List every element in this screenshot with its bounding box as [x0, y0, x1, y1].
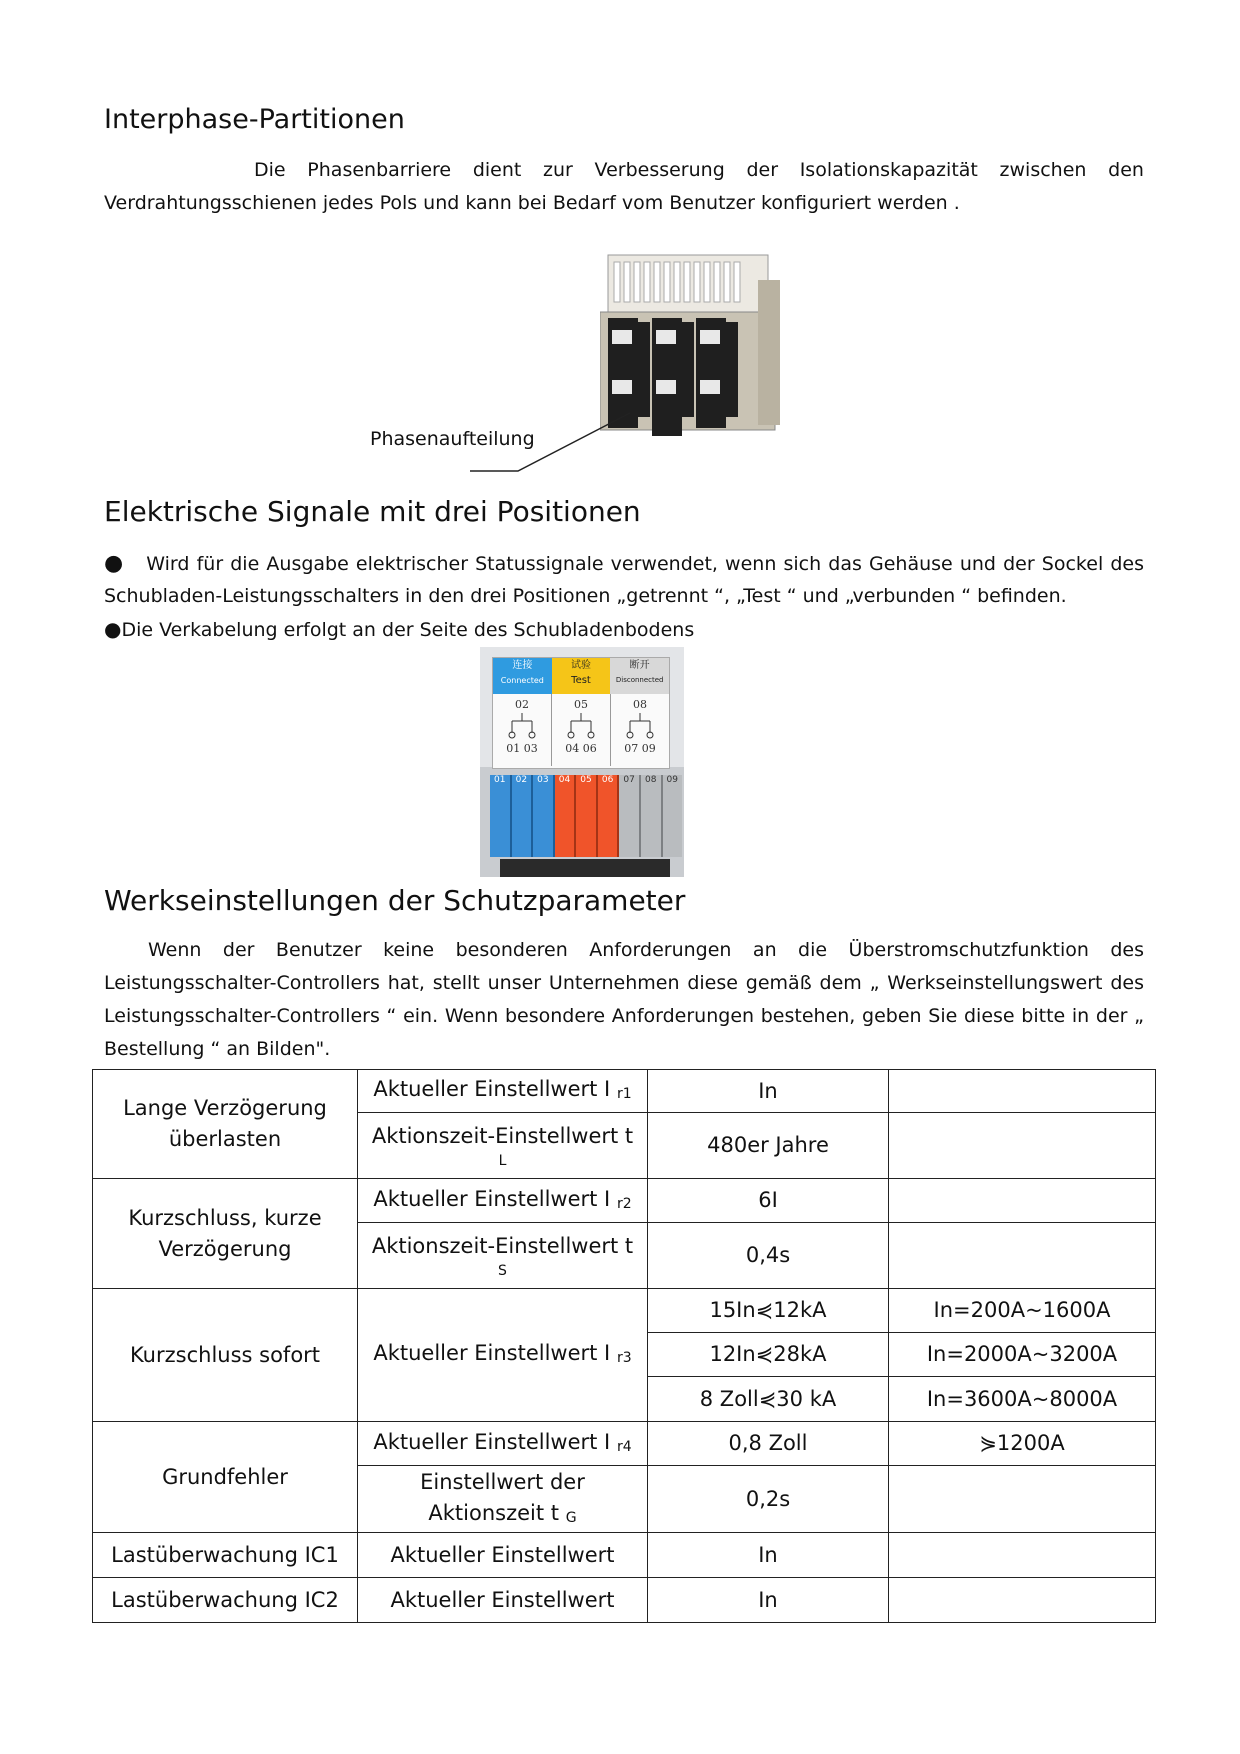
- param-cell: Aktueller Einstellwert I $_{r3}$: [358, 1289, 648, 1422]
- paragraph-line: Wenn der Benutzer keine besonderen Anforderungen an die Überstromschutzfunktion des: [148, 939, 1144, 961]
- terminal-02: 02: [512, 775, 534, 857]
- table-row: [93, 1533, 1156, 1578]
- range-cell: In=200A~1600A: [889, 1289, 1156, 1333]
- label-connected: 连接 Connected: [493, 658, 552, 694]
- value-cell: 480er Jahre: [648, 1113, 889, 1179]
- terminal-01: 01: [490, 775, 512, 857]
- terminal-block-photo: [480, 647, 684, 877]
- terminal-07: 07: [619, 775, 641, 857]
- param-cell: Aktueller Einstellwert I $_{r4}$: [358, 1422, 648, 1466]
- param-cell: Aktionszeit-Einstellwert t S: [358, 1223, 648, 1289]
- group-cell: Kurzschluss, kurze Verzögerung: [93, 1179, 358, 1289]
- paragraph-line: Verdrahtungsschienen jedes Pols und kann bei Bedarf vom Benutzer konfiguriert werden .: [104, 192, 960, 214]
- group-cell: Lastüberwachung IC2: [93, 1578, 358, 1623]
- terminal-strip: [490, 775, 682, 857]
- param-cell: Aktueller Einstellwert I $_{r2}$: [358, 1179, 648, 1223]
- label-test: 试验 Test: [552, 658, 611, 694]
- bullet-icon: ●: [104, 617, 122, 641]
- value-cell: 15In⋞12kA: [648, 1289, 889, 1333]
- bullet-icon: ●: [104, 551, 125, 576]
- protection-paragraph: [104, 934, 1144, 1066]
- contact-diagram-disconnected: 08 07 09: [624, 698, 656, 755]
- table-row: [93, 1578, 1156, 1623]
- section-title-interphase: Interphase-Partitionen: [104, 104, 405, 135]
- param-cell: Aktionszeit-Einstellwert t L: [358, 1113, 648, 1179]
- protection-parameter-table: [92, 1069, 1156, 1623]
- table-row: [93, 1179, 1156, 1223]
- figure-label-phasenaufteilung: Phasenaufteilung: [370, 428, 535, 450]
- note-cell: [889, 1070, 1156, 1113]
- section-title-protection: Werkseinstellungen der Schutzparameter: [104, 884, 686, 917]
- section-title-signals: Elektrische Signale mit drei Positionen: [104, 495, 641, 528]
- label-disconnected: 断开 Disconnected: [610, 658, 669, 694]
- group-cell: Grundfehler: [93, 1422, 358, 1533]
- terminal-03: 03: [533, 775, 555, 857]
- paragraph-line: Leistungsschalter-Controllers hat, stellt unser Unternehmen diese gemäß dem „ Werkseinstellungswert des: [104, 972, 1144, 994]
- paragraph-line: Leistungsschalter-Controllers “ ein. Wenn besondere Anforderungen bestehen, geben Sie diese bitte in der „: [104, 1005, 1144, 1027]
- note-cell: [889, 1179, 1156, 1223]
- terminal-05: 05: [576, 775, 598, 857]
- value-cell: In: [648, 1578, 889, 1623]
- note-cell: ⋟1200A: [889, 1422, 1156, 1466]
- value-cell: In: [648, 1533, 889, 1578]
- terminal-08: 08: [641, 775, 663, 857]
- param-cell: Aktueller Einstellwert: [358, 1533, 648, 1578]
- paragraph-line: Die Phasenbarriere dient zur Verbesserung der Isolationskapazität zwischen den: [254, 159, 1144, 181]
- contact-diagram-connected: 02 01 03: [493, 694, 552, 766]
- paragraph-line: Bestellung “ an Bilden".: [104, 1038, 331, 1060]
- table-row: [93, 1289, 1156, 1333]
- param-cell: Aktueller Einstellwert I $_{r1}$: [358, 1070, 648, 1113]
- bullet-item-1-cont: Schubladen-Leistungsschalters in den drei Positionen „getrennt “, „Test “ und „verbunden “ befinden.: [104, 585, 1067, 607]
- bullet-item-1: ● Wird für die Ausgabe elektrischer Statussignale verwendet, wenn sich das Gehäuse und der Sockel des: [104, 551, 1144, 576]
- note-cell: [889, 1223, 1156, 1289]
- note-cell: [889, 1466, 1156, 1533]
- value-cell: 12In⋞28kA: [648, 1333, 889, 1377]
- value-cell: 0,4s: [648, 1223, 889, 1289]
- value-cell: In: [648, 1070, 889, 1113]
- interphase-paragraph: [104, 154, 1144, 220]
- value-cell: 6I: [648, 1179, 889, 1223]
- range-cell: In=2000A~3200A: [889, 1333, 1156, 1377]
- param-cell: Aktueller Einstellwert: [358, 1578, 648, 1623]
- group-cell: Lastüberwachung IC1: [93, 1533, 358, 1578]
- bullet-item-2: ●Die Verkabelung erfolgt an der Seite des Schubladenbodens: [104, 617, 695, 641]
- group-cell: Kurzschluss sofort: [93, 1289, 358, 1422]
- value-cell: 0,2s: [648, 1466, 889, 1533]
- note-cell: [889, 1533, 1156, 1578]
- note-cell: [889, 1578, 1156, 1623]
- group-cell: Lange Verzögerung überlasten: [93, 1070, 358, 1179]
- contact-diagram-test: 05 04 06: [552, 694, 611, 766]
- wire-bundle: [500, 859, 670, 877]
- terminal-09: 09: [663, 775, 683, 857]
- terminal-04: 04: [555, 775, 577, 857]
- param-cell: Einstellwert der Aktionszeit t $_G$: [358, 1466, 648, 1533]
- terminal-06: 06: [598, 775, 620, 857]
- note-cell: [889, 1113, 1156, 1179]
- value-cell: 0,8 Zoll: [648, 1422, 889, 1466]
- position-label-card: [492, 657, 670, 769]
- table-row: [93, 1070, 1156, 1113]
- table-row: [93, 1422, 1156, 1466]
- value-cell: 8 Zoll⋞30 kA: [648, 1377, 889, 1422]
- range-cell: In=3600A~8000A: [889, 1377, 1156, 1422]
